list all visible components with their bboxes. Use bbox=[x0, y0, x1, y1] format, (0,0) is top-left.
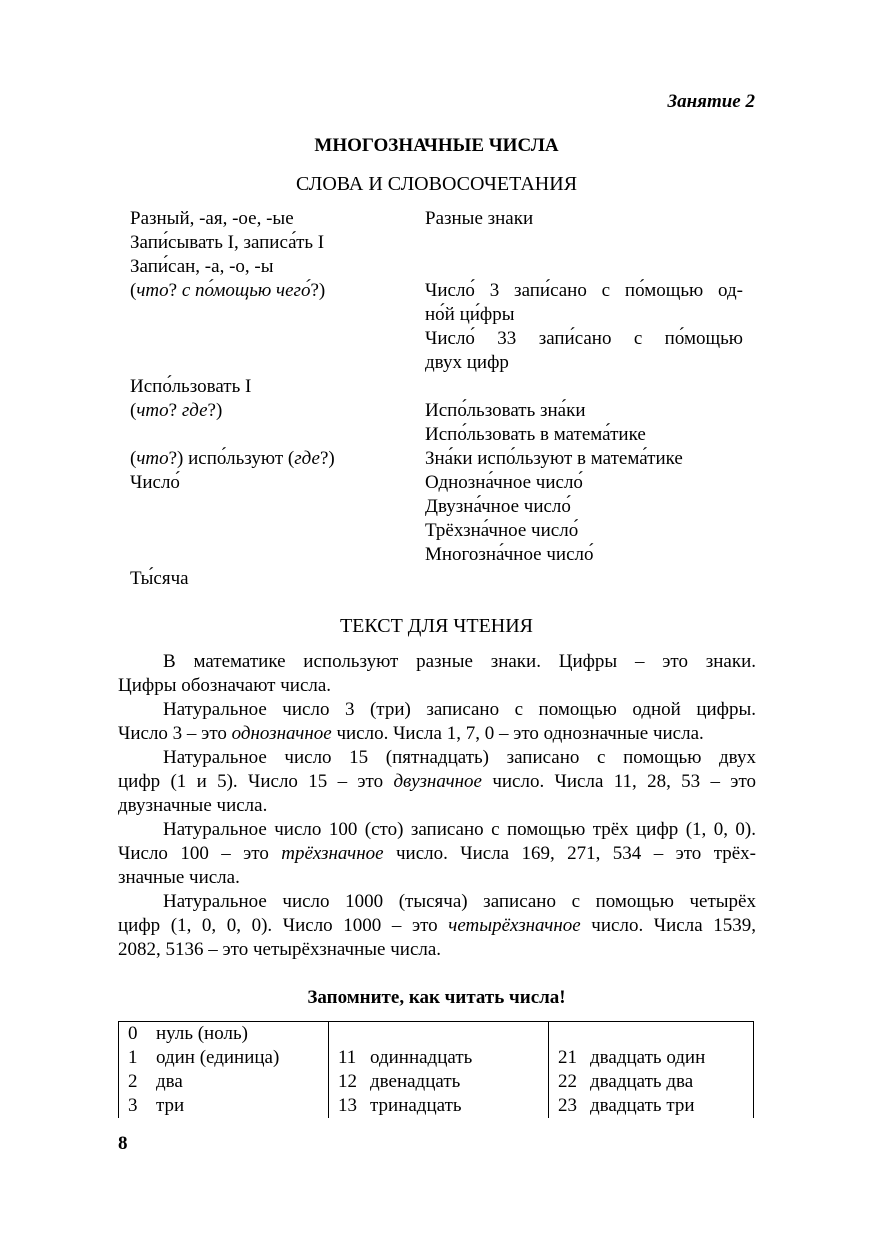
vocab-word: Ты́сяча bbox=[130, 568, 189, 589]
vocab-word: Запи́сывать I, записа́ть I bbox=[130, 232, 325, 253]
vocab-row bbox=[130, 279, 750, 303]
vocab-row bbox=[130, 519, 750, 543]
remember-heading: Запомните, как читать числа! bbox=[307, 987, 566, 1008]
vocab-row bbox=[130, 303, 750, 327]
numbers-column-3 bbox=[549, 1022, 754, 1119]
numbers-table bbox=[118, 1021, 754, 1118]
vocab-example: Трёхзна́чное число́ bbox=[425, 520, 579, 541]
vocab-row bbox=[130, 231, 750, 255]
number-entry: 3 три bbox=[128, 1095, 185, 1116]
page-title: МНОГОЗНАЧНЫЕ ЧИСЛА bbox=[314, 135, 559, 156]
vocab-example: Испо́льзовать в матема́тике bbox=[425, 424, 646, 445]
vocab-example: Разные знаки bbox=[425, 208, 534, 229]
number-entry: 2 два bbox=[128, 1071, 183, 1092]
paragraph: Натуральное число 15 (пятнадцать) записано с помощью двух цифр (1 и 5). Число 15 – это двузначное число. Числа 11, 28, 53 – это двузначные числа. bbox=[118, 747, 757, 816]
vocab-example: Двузна́чное число́ bbox=[425, 496, 571, 517]
numbers-column-1 bbox=[119, 1022, 329, 1119]
paragraph: Натуральное число 100 (сто) записано с помощью трёх цифр (1, 0, 0). Число 100 – это трёхзначное число. Числа 169, 271, 534 – это трёх- значные числа. bbox=[118, 819, 756, 888]
vocab-row bbox=[130, 447, 750, 471]
vocab-row bbox=[130, 543, 750, 567]
vocab-word: Запи́сан, -а, -о, -ы bbox=[130, 256, 274, 277]
number-entry: 11 одиннадцать bbox=[338, 1047, 473, 1068]
number-entry: 0 нуль (ноль) bbox=[128, 1023, 248, 1044]
paragraph: Натуральное число 1000 (тысяча) записано с помощью четырёх цифр (1, 0, 0, 0). Число 1000 – это четырёхзначное число. Числа 1539, 2082, 5136 – это четырёхзначные числа. bbox=[118, 891, 756, 960]
vocab-row bbox=[130, 471, 750, 495]
number-entry: 23 двадцать три bbox=[558, 1095, 695, 1116]
vocab-row bbox=[130, 567, 750, 591]
vocab-example: двух цифр bbox=[425, 352, 509, 373]
vocabulary-list bbox=[130, 207, 750, 591]
lesson-label: Занятие 2 bbox=[667, 91, 755, 112]
number-entry: 12 двенадцать bbox=[338, 1071, 461, 1092]
paragraph: В математике используют разные знаки. Цифры – это знаки. Цифры обозначают числа. bbox=[118, 651, 756, 696]
vocab-row bbox=[130, 399, 750, 423]
vocab-row bbox=[130, 351, 750, 375]
vocab-example: Число́ 33 запи́сано с по́мощью bbox=[425, 328, 743, 349]
vocab-row bbox=[130, 423, 750, 447]
vocab-row bbox=[130, 495, 750, 519]
number-entry: 22 двадцать два bbox=[558, 1071, 694, 1092]
vocab-question: (что?) испо́льзуют (где?) bbox=[130, 448, 335, 469]
vocab-example: Число́ 3 запи́сано с по́мощью од- bbox=[425, 280, 743, 301]
vocab-example: Однозна́чное число́ bbox=[425, 472, 583, 493]
vocab-row bbox=[130, 255, 750, 279]
vocab-row bbox=[130, 207, 750, 231]
vocab-question: (что? с по́мощью чего́?) bbox=[130, 280, 326, 301]
numbers-column-2 bbox=[329, 1022, 549, 1119]
reading-heading: ТЕКСТ ДЛЯ ЧТЕНИЯ bbox=[339, 615, 534, 637]
paragraph: Натуральное число 3 (три) записано с помощью одной цифры. Число 3 – это однозначное число. Числа 1, 7, 0 – это однозначные числа. bbox=[118, 699, 756, 744]
number-entry: 13 тринадцать bbox=[338, 1095, 462, 1116]
vocab-word: Испо́льзовать I bbox=[130, 376, 252, 397]
words-heading: СЛОВА И СЛОВОСОЧЕТАНИЯ bbox=[295, 173, 578, 195]
vocab-example: Многозна́чное число́ bbox=[425, 544, 594, 565]
page-number: 8 bbox=[118, 1133, 128, 1154]
number-entry: 1 один (единица) bbox=[128, 1047, 280, 1068]
vocab-row bbox=[130, 327, 750, 351]
number-entry: 21 двадцать один bbox=[558, 1047, 706, 1068]
vocab-question: (что? где?) bbox=[130, 400, 223, 421]
vocab-example: но́й ци́фры bbox=[425, 304, 515, 325]
vocab-row bbox=[130, 375, 750, 399]
vocab-example: Испо́льзовать зна́ки bbox=[425, 400, 586, 421]
vocab-example: Зна́ки испо́льзуют в матема́тике bbox=[425, 448, 683, 469]
reading-text bbox=[118, 650, 756, 962]
vocab-word: Число́ bbox=[130, 472, 180, 493]
vocab-word: Разный, -ая, -ое, -ые bbox=[130, 208, 294, 229]
